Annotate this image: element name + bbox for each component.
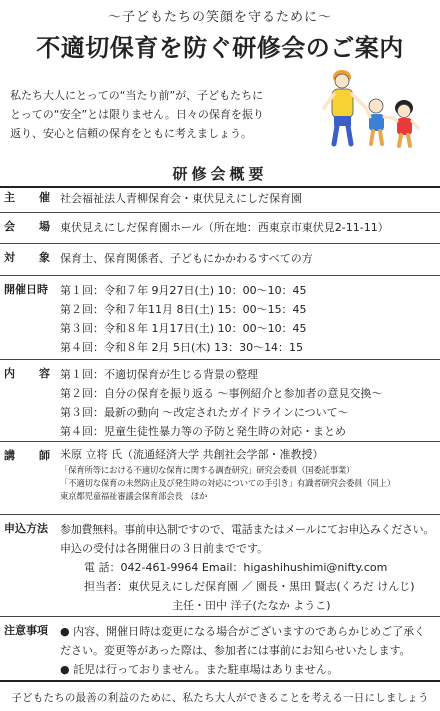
target-label: 対 象 — [4, 251, 50, 264]
divider — [0, 514, 440, 515]
application-text: 参加費無料。事前申込制ですので、電話またはメールにてお申込みください。 — [60, 523, 435, 536]
intro-text — [10, 86, 300, 143]
divider — [0, 616, 440, 617]
schedule-label: 開催日時 — [4, 283, 48, 296]
content-item: 第１回：不適切保育が生じる背景の整理 — [60, 368, 258, 381]
divider — [0, 359, 440, 360]
family-illustration — [296, 66, 432, 156]
schedule-item: 第４回：令和８年 2月 5日(木) 13：30～14：15 — [60, 341, 304, 354]
schedule-item: 第２回：令和７年11月 8日(土) 15：00～15：45 — [60, 303, 307, 316]
divider — [0, 243, 440, 244]
divider — [0, 186, 440, 188]
schedule-list — [60, 281, 438, 357]
venue-label: 会 場 — [4, 220, 50, 233]
contact-phone-email: 電 話：042-461-9964 Email：higashihushimi@nifty.com — [84, 561, 388, 574]
note-item: ● 内容、開催日時は変更になる場合がございますのであらかじめご了承ください。変更等があった際は、参加者には事前にお知らせいたします。 — [60, 625, 426, 657]
content-label: 内 容 — [4, 367, 50, 380]
note-item: ● 託児は行っておりません。また駐車場はありません。 — [60, 663, 339, 676]
lecturer-credential: 東京都児童福祉審議会保育部会長 ほか — [60, 491, 208, 501]
event-subtitle: ～子どもたちの笑顔を守るために～ — [107, 10, 332, 25]
content-item: 第２回：自分の保育を振り返る ～事例紹介と参加者の意見交換～ — [60, 387, 383, 400]
divider — [0, 275, 440, 276]
venue-value: 東伏見えにしだ保育園ホール（所在地：西東京市東伏見2-11-11） — [60, 221, 389, 234]
event-title: 不適切保育を防ぐ研修会のご案内 — [36, 34, 404, 62]
contact-person: 担当者：東伏見えにしだ保育園 ／ 園長・黒田 賢志(くろだ けんじ) — [84, 580, 415, 593]
lecturer-label: 講 師 — [4, 449, 50, 462]
intro-line: とっての“安全”とは限りません。日々の保育を振り — [10, 108, 264, 121]
divider — [0, 680, 440, 682]
intro-line: 私たち大人にとっての“当たり前”が、子どもたちに — [10, 89, 264, 102]
content-list — [60, 365, 438, 441]
overview-title: 研修会概要 — [172, 165, 268, 183]
lecturer-credential: 「保育所等における不適切な保育に関する調査研究」研究会委員（国委託事業） — [60, 465, 355, 475]
contact-person: 主任・田中 洋子(たなか ようこ) — [172, 599, 331, 612]
notes-label: 注意事項 — [4, 624, 48, 637]
schedule-item: 第３回：令和８年 1月17日(土) 10：00～10：45 — [60, 322, 307, 335]
lecturer-info — [60, 445, 438, 503]
intro-line: 返り、安心と信頼の保育をともに考えましょう。 — [10, 127, 252, 140]
content-item: 第４回：児童生徒性暴力等の予防と発生時の対応・まとめ — [60, 425, 346, 438]
application-text: 申込の受付は各開催日の３日前までです。 — [60, 542, 269, 555]
application-info — [60, 520, 438, 615]
divider — [0, 441, 440, 442]
lecturer-name: 米原 立将 氏（流通経済大学 共創社会学部・准教授） — [60, 448, 324, 461]
organizer-label: 主 催 — [4, 191, 50, 204]
lecturer-credential: 「不適切な保育の未然防止及び発生時の対応についての手引き」有識者研究会委員（同上） — [60, 478, 396, 488]
divider — [0, 212, 440, 213]
organizer-value: 社会福祉法人青柳保育会・東伏見えにしだ保育園 — [60, 192, 302, 205]
target-value: 保育士、保育関係者、子どもにかかわるすべての方 — [60, 252, 313, 265]
schedule-item: 第１回：令和７年 9月27日(土) 10：00～10：45 — [60, 284, 307, 297]
closing-message: 子どもたちの最善の利益のために、私たち大人ができることを考える一日にしましょう — [11, 692, 429, 704]
content-item: 第３回：最新の動向 ～改定されたガイドラインについて～ — [60, 406, 349, 419]
application-label: 申込方法 — [4, 522, 48, 535]
notes-list — [60, 622, 434, 679]
